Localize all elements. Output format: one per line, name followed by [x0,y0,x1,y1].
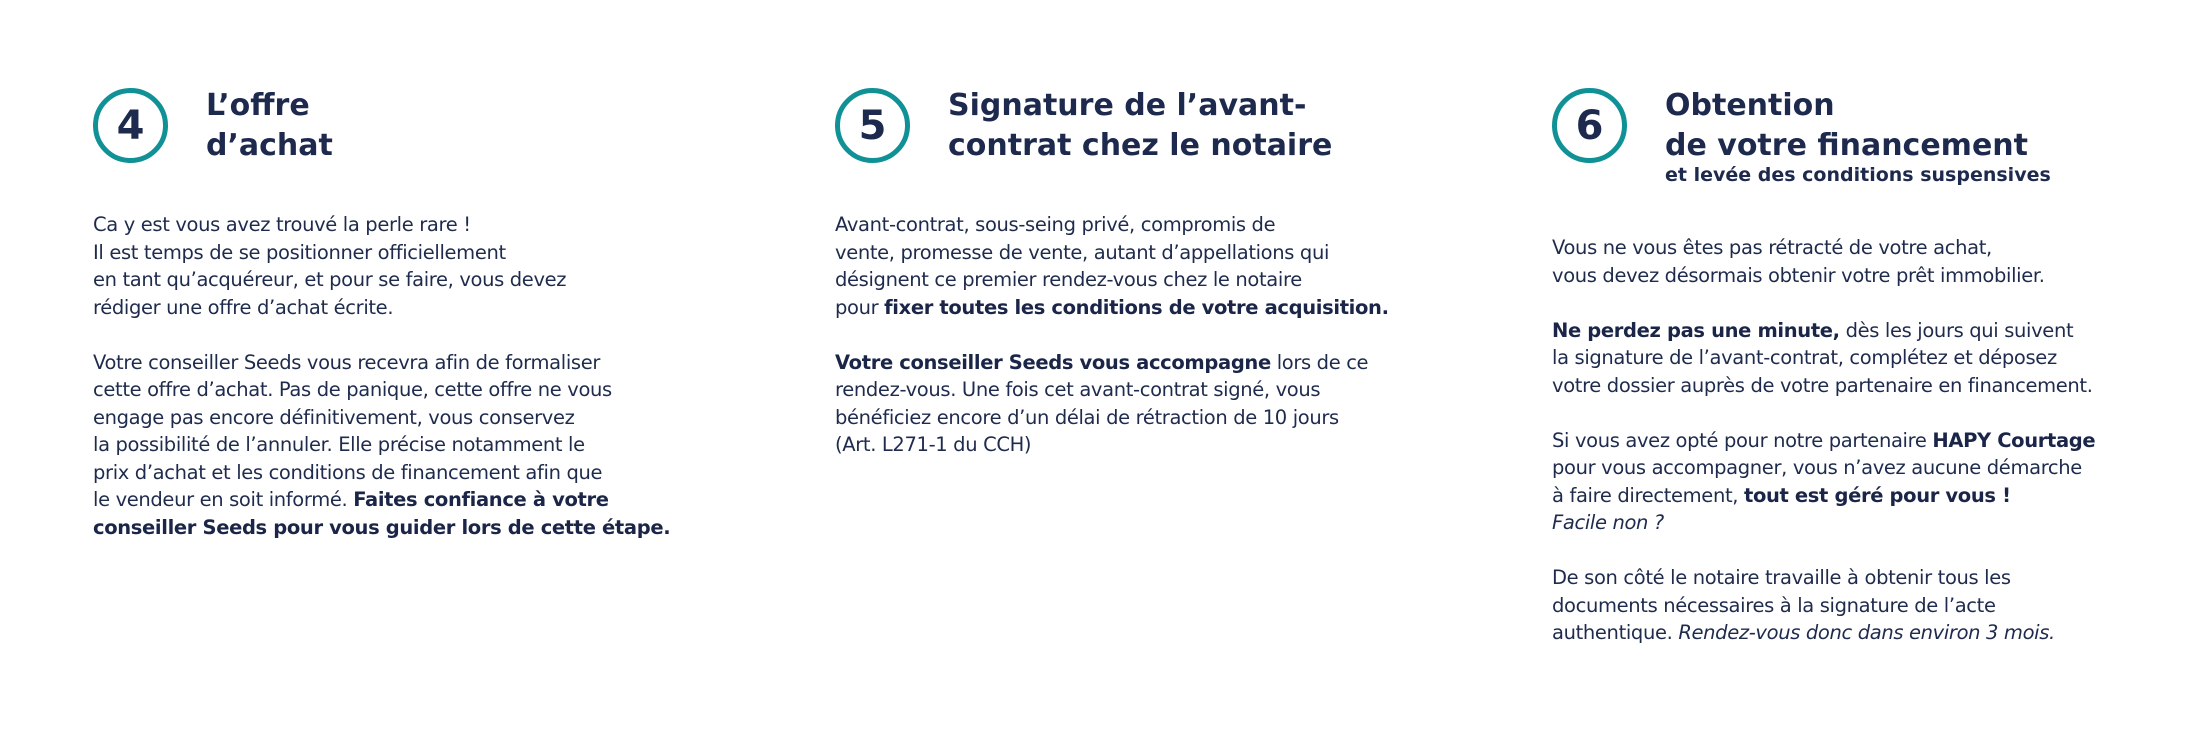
text-bold: tout est géré pour vous ! [1743,483,2011,507]
text-line: votre dossier auprès de votre partenaire en financement. [1552,373,2093,397]
step-title [206,86,333,166]
text-line: vous devez désormais obtenir votre prêt immobilier. [1552,263,2045,287]
text-line: prix d’achat et les conditions de financement afin que [93,460,603,484]
paragraph [93,349,670,542]
text-line: documents nécessaires à la signature de l’acte [1552,593,1996,617]
text-line: désignent ce premier rendez-vous chez le notaire [835,268,1302,291]
text-line [835,349,1389,377]
paragraph [1552,427,2095,537]
paragraph [835,349,1389,459]
text-line: en tant qu’acquéreur, et pour se faire, vous devez [93,268,567,291]
text-line [93,514,670,542]
step-number-badge [1552,88,1627,163]
text-bold: Faites confiance à votre [353,488,609,511]
text-normal: Si vous avez opté pour notre partenaire [1552,428,1933,452]
step-title-line: d’achat [206,128,333,163]
step-body [1552,234,2095,647]
step-title-line: de votre financement [1665,128,2028,163]
text-line: (Art. L271-1 du CCH) [835,433,1032,456]
step-title-line: L’offre [206,88,310,123]
text-line [1552,509,2095,537]
step-number-badge [835,88,910,163]
paragraph [93,211,670,321]
text-line: la signature de l’avant-contrat, complétez et déposez [1552,346,2057,369]
step-title-line: Signature de l’avant- [948,88,1307,123]
text-line [1552,482,2095,510]
step-subtitle: et levée des conditions suspensives [1665,164,2051,186]
text-normal: le vendeur en soit informé. [93,488,354,511]
text-italic: Rendez-vous donc dans environ 3 mois. [1678,621,2055,644]
step-number-badge [93,88,168,163]
text-line [1552,427,2095,455]
text-bold: Ne perdez pas une minute, [1552,318,1840,342]
text-line: pour vous accompagner, vous n’avez aucune démarche [1552,456,2082,479]
text-line: Votre conseiller Seeds vous recevra afin de formaliser [93,350,601,374]
text-normal: dès les jours qui suivent [1839,318,2074,342]
step-title [1665,86,2051,186]
text-line: De son côté le notaire travaille à obtenir tous les [1552,566,2011,589]
text-normal: lors de ce [1270,350,1369,374]
text-line [835,294,1389,322]
text-line: rédiger une offre d’achat écrite. [93,295,394,319]
step-number: 6 [1575,102,1604,149]
text-bold: Votre conseiller Seeds vous accompagne [835,350,1271,374]
paragraph [835,211,1389,321]
text-line [1552,317,2095,345]
text-normal: pour [835,295,885,319]
step-number: 4 [116,102,145,149]
step-title-line: Obtention [1665,88,1835,123]
step-body [835,211,1389,459]
text-line: Vous ne vous êtes pas rétracté de votre achat, [1552,236,1992,259]
text-line [1552,619,2095,647]
text-bold: fixer toutes les conditions de votre acquisition. [884,295,1389,319]
text-line: Il est temps de se positionner officiellement [93,240,506,264]
step-title-line: contrat chez le notaire [948,128,1333,163]
text-normal: à faire directement, [1552,483,1744,507]
text-italic: Facile non ? [1552,511,1664,534]
text-line: bénéficiez encore d’un délai de rétraction de 10 jours [835,405,1339,429]
text-line [93,486,670,514]
text-bold: conseiller Seeds pour vous guider lors de cette étape. [93,515,671,539]
paragraph [1552,234,2095,289]
text-normal: authentique. [1552,621,1679,644]
text-line: rendez-vous. Une fois cet avant-contrat signé, vous [835,378,1321,401]
paragraph [1552,564,2095,647]
text-line: la possibilité de l’annuler. Elle précise notamment le [93,433,585,456]
step-number: 5 [858,102,887,149]
text-line: Avant-contrat, sous-seing privé, compromis de [835,213,1276,236]
step-body [93,211,670,541]
text-line: vente, promesse de vente, autant d’appellations qui [835,240,1330,264]
paragraph [1552,317,2095,400]
step-title [948,86,1332,166]
text-line: Ca y est vous avez trouvé la perle rare ! [93,213,471,236]
text-bold: HAPY Courtage [1932,428,2096,452]
text-line: cette offre d’achat. Pas de panique, cette offre ne vous [93,378,612,401]
text-line: engage pas encore définitivement, vous conservez [93,405,575,429]
